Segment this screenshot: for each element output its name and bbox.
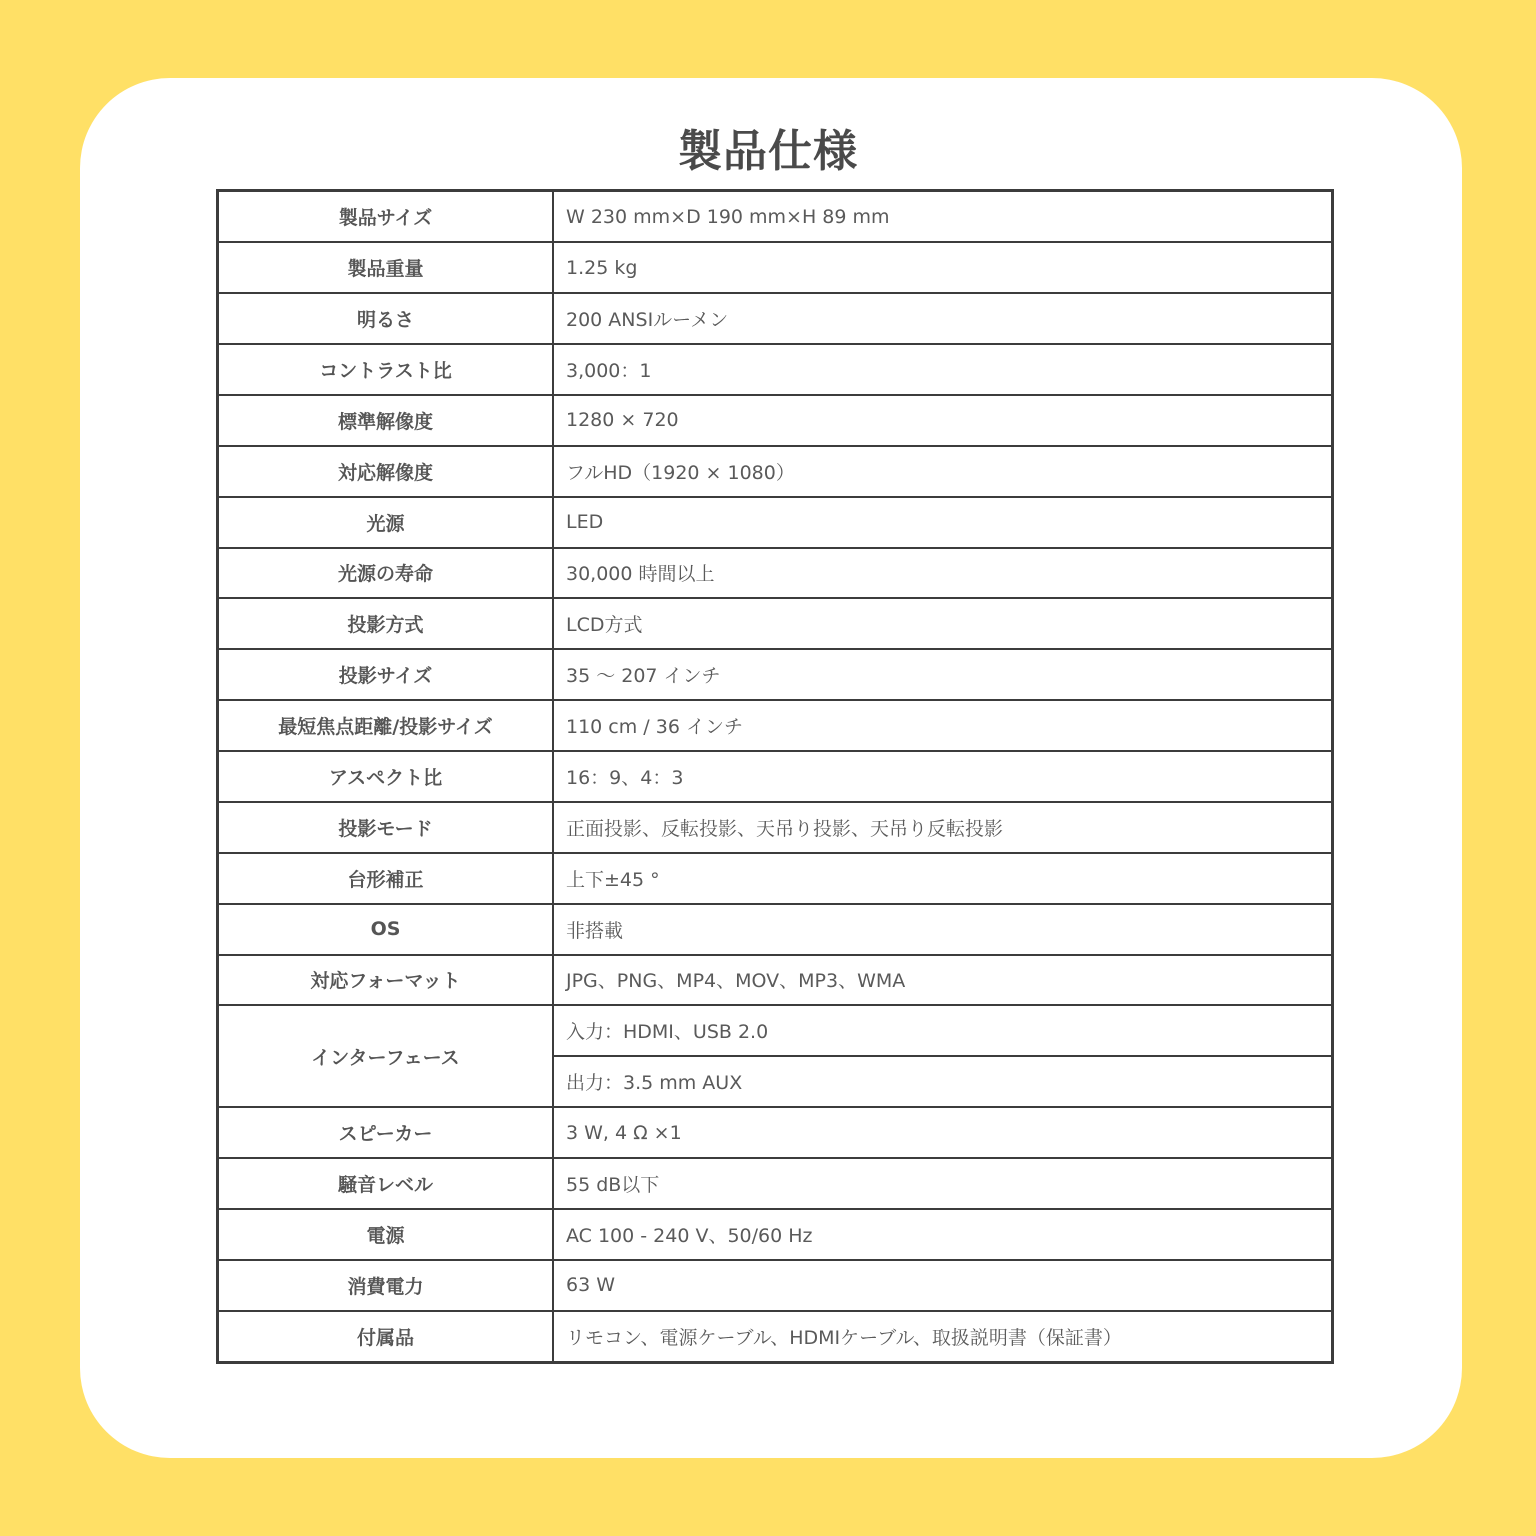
spec-row: [218, 802, 1333, 853]
spec-label: 光源の寿命: [218, 548, 554, 599]
spec-row: [218, 242, 1333, 293]
spec-value: 出力：3.5 mm AUX: [553, 1056, 1333, 1107]
spec-label: 投影サイズ: [218, 649, 554, 700]
spec-row: [218, 344, 1333, 395]
spec-label: 最短焦点距離/投影サイズ: [218, 700, 554, 751]
spec-value: 200 ANSIルーメン: [553, 293, 1333, 344]
spec-label: 光源: [218, 497, 554, 548]
spec-label: 台形補正: [218, 853, 554, 904]
spec-label: インターフェース: [218, 1005, 554, 1107]
spec-value: フルHD（1920 × 1080）: [553, 446, 1333, 497]
spec-row: [218, 497, 1333, 548]
spec-row: [218, 548, 1333, 599]
spec-row: [218, 395, 1333, 446]
spec-value: 16：9、4：3: [553, 751, 1333, 802]
spec-value: 正面投影、反転投影、天吊り投影、天吊り反転投影: [553, 802, 1333, 853]
spec-label: アスペクト比: [218, 751, 554, 802]
spec-value: 35 ～ 207 インチ: [553, 649, 1333, 700]
spec-value: 30,000 時間以上: [553, 548, 1333, 599]
spec-value: LED: [553, 497, 1333, 548]
spec-label: 投影モード: [218, 802, 554, 853]
spec-value: リモコン、電源ケーブル、HDMIケーブル、取扱説明書（保証書）: [553, 1311, 1333, 1363]
spec-row: [218, 853, 1333, 904]
spec-row: [218, 1209, 1333, 1260]
spec-value: 3 W, 4 Ω ×1: [553, 1107, 1333, 1158]
spec-row: [218, 293, 1333, 344]
spec-value: 非搭載: [553, 904, 1333, 955]
spec-value: 上下±45 °: [553, 853, 1333, 904]
spec-row: [218, 598, 1333, 649]
spec-value: W 230 mm×D 190 mm×H 89 mm: [553, 191, 1333, 243]
spec-row: [218, 649, 1333, 700]
spec-row: [218, 1107, 1333, 1158]
spec-value: LCD方式: [553, 598, 1333, 649]
spec-label: 明るさ: [218, 293, 554, 344]
spec-value: 55 dB以下: [553, 1158, 1333, 1209]
spec-label: 電源: [218, 1209, 554, 1260]
spec-label: 標準解像度: [218, 395, 554, 446]
spec-row: [218, 1158, 1333, 1209]
spec-label: 騒音レベル: [218, 1158, 554, 1209]
spec-label: 対応フォーマット: [218, 955, 554, 1006]
spec-value: 3,000：1: [553, 344, 1333, 395]
spec-value: JPG、PNG、MP4、MOV、MP3、WMA: [553, 955, 1333, 1006]
spec-label: 付属品: [218, 1311, 554, 1363]
spec-value: 63 W: [553, 1260, 1333, 1311]
spec-row: [218, 446, 1333, 497]
page-title: 製品仕様: [678, 126, 858, 177]
spec-value: AC 100 - 240 V、50/60 Hz: [553, 1209, 1333, 1260]
spec-table-body: [218, 191, 1333, 1363]
spec-row: [218, 955, 1333, 1006]
spec-value: 1.25 kg: [553, 242, 1333, 293]
spec-row: [218, 1311, 1333, 1363]
spec-row: [218, 904, 1333, 955]
spec-label: 対応解像度: [218, 446, 554, 497]
spec-value: 入力：HDMI、USB 2.0: [553, 1005, 1333, 1056]
spec-row: [218, 1005, 1333, 1056]
spec-row: [218, 751, 1333, 802]
spec-row: [218, 700, 1333, 751]
spec-label: 消費電力: [218, 1260, 554, 1311]
spec-label: 製品サイズ: [218, 191, 554, 243]
spec-label: スピーカー: [218, 1107, 554, 1158]
spec-label: OS: [218, 904, 554, 955]
spec-row: [218, 191, 1333, 243]
spec-row: [218, 1260, 1333, 1311]
spec-label: コントラスト比: [218, 344, 554, 395]
spec-value: 1280 × 720: [553, 395, 1333, 446]
spec-label: 製品重量: [218, 242, 554, 293]
spec-label: 投影方式: [218, 598, 554, 649]
spec-value: 110 cm / 36 インチ: [553, 700, 1333, 751]
spec-table: [216, 189, 1334, 1364]
